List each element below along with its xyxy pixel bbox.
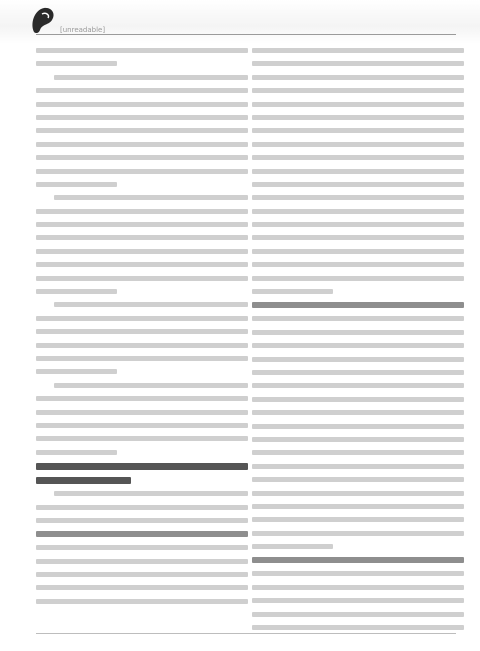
- text-line: [36, 410, 248, 415]
- text-line: [54, 195, 248, 200]
- text-line: [252, 209, 464, 214]
- text-line: [36, 182, 117, 187]
- text-line: [252, 169, 464, 174]
- text-line: [252, 544, 333, 549]
- footer-rule: [36, 633, 456, 634]
- text-line: [36, 545, 248, 550]
- text-line: [36, 169, 248, 174]
- text-line: [54, 383, 248, 388]
- text-line: [252, 424, 464, 429]
- text-line: [252, 357, 464, 362]
- text-line: [252, 249, 464, 254]
- text-line: [36, 423, 248, 428]
- text-line: [36, 128, 248, 133]
- text-line: [36, 329, 248, 334]
- text-line: [252, 330, 464, 335]
- text-line: [36, 559, 248, 564]
- text-line: [36, 262, 248, 267]
- text-line: [252, 276, 464, 281]
- text-line: [36, 369, 117, 374]
- text-line: [252, 504, 464, 509]
- text-line: [252, 115, 464, 120]
- text-line: [36, 436, 248, 441]
- text-line: [36, 343, 248, 348]
- subsection-heading: [252, 302, 464, 308]
- text-line: [36, 316, 248, 321]
- text-line: [36, 222, 248, 227]
- text-line: [36, 209, 248, 214]
- text-line: [252, 464, 464, 469]
- text-line: [252, 61, 464, 66]
- text-line: [36, 102, 248, 107]
- text-line: [54, 75, 248, 80]
- subsection-heading: [36, 531, 248, 537]
- text-line: [252, 262, 464, 267]
- text-line: [252, 343, 464, 348]
- text-line: [252, 571, 464, 576]
- yearbook-logo-icon: [28, 4, 58, 36]
- text-line: [252, 531, 464, 536]
- text-line: [252, 155, 464, 160]
- subsection-heading: [252, 557, 464, 563]
- text-line: [252, 517, 464, 522]
- text-line: [36, 518, 248, 523]
- text-line: [252, 370, 464, 375]
- header-title-unreadable-note: [unreadable]: [60, 26, 106, 34]
- text-line: [252, 88, 464, 93]
- text-line: [36, 396, 248, 401]
- text-line: [36, 585, 248, 590]
- header-rule: [36, 34, 456, 35]
- text-line: [252, 450, 464, 455]
- text-line: [36, 249, 248, 254]
- text-line: [252, 625, 464, 630]
- text-line: [252, 491, 464, 496]
- text-line: [252, 195, 464, 200]
- text-line: [252, 235, 464, 240]
- right-column: [252, 48, 464, 618]
- text-line: [36, 142, 248, 147]
- text-line: [36, 599, 248, 604]
- text-line: [252, 477, 464, 482]
- text-line: [36, 450, 117, 455]
- text-line: [252, 182, 464, 187]
- text-line: [252, 598, 464, 603]
- text-line: [54, 302, 248, 307]
- text-line: [252, 437, 464, 442]
- text-line: [252, 397, 464, 402]
- text-line: [54, 491, 248, 496]
- text-line: [252, 48, 464, 53]
- text-line: [36, 235, 248, 240]
- text-line: [36, 88, 248, 93]
- section-heading-continued: [36, 477, 131, 484]
- page-header: [0, 0, 480, 44]
- text-line: [252, 612, 464, 617]
- text-line: [252, 222, 464, 227]
- text-line: [252, 289, 333, 294]
- text-line: [36, 155, 248, 160]
- text-line: [36, 572, 248, 577]
- text-line: [252, 128, 464, 133]
- text-line: [36, 276, 248, 281]
- left-column: [36, 48, 248, 618]
- text-line: [252, 75, 464, 80]
- text-line: [36, 356, 248, 361]
- text-line: [36, 505, 248, 510]
- text-line: [252, 410, 464, 415]
- section-heading: [36, 463, 248, 470]
- text-line: [252, 383, 464, 388]
- text-line: [252, 102, 464, 107]
- text-line: [36, 61, 117, 66]
- text-line: [252, 585, 464, 590]
- text-line: [36, 289, 117, 294]
- text-line: [252, 142, 464, 147]
- text-line: [252, 316, 464, 321]
- text-line: [36, 115, 248, 120]
- text-line: [36, 48, 248, 53]
